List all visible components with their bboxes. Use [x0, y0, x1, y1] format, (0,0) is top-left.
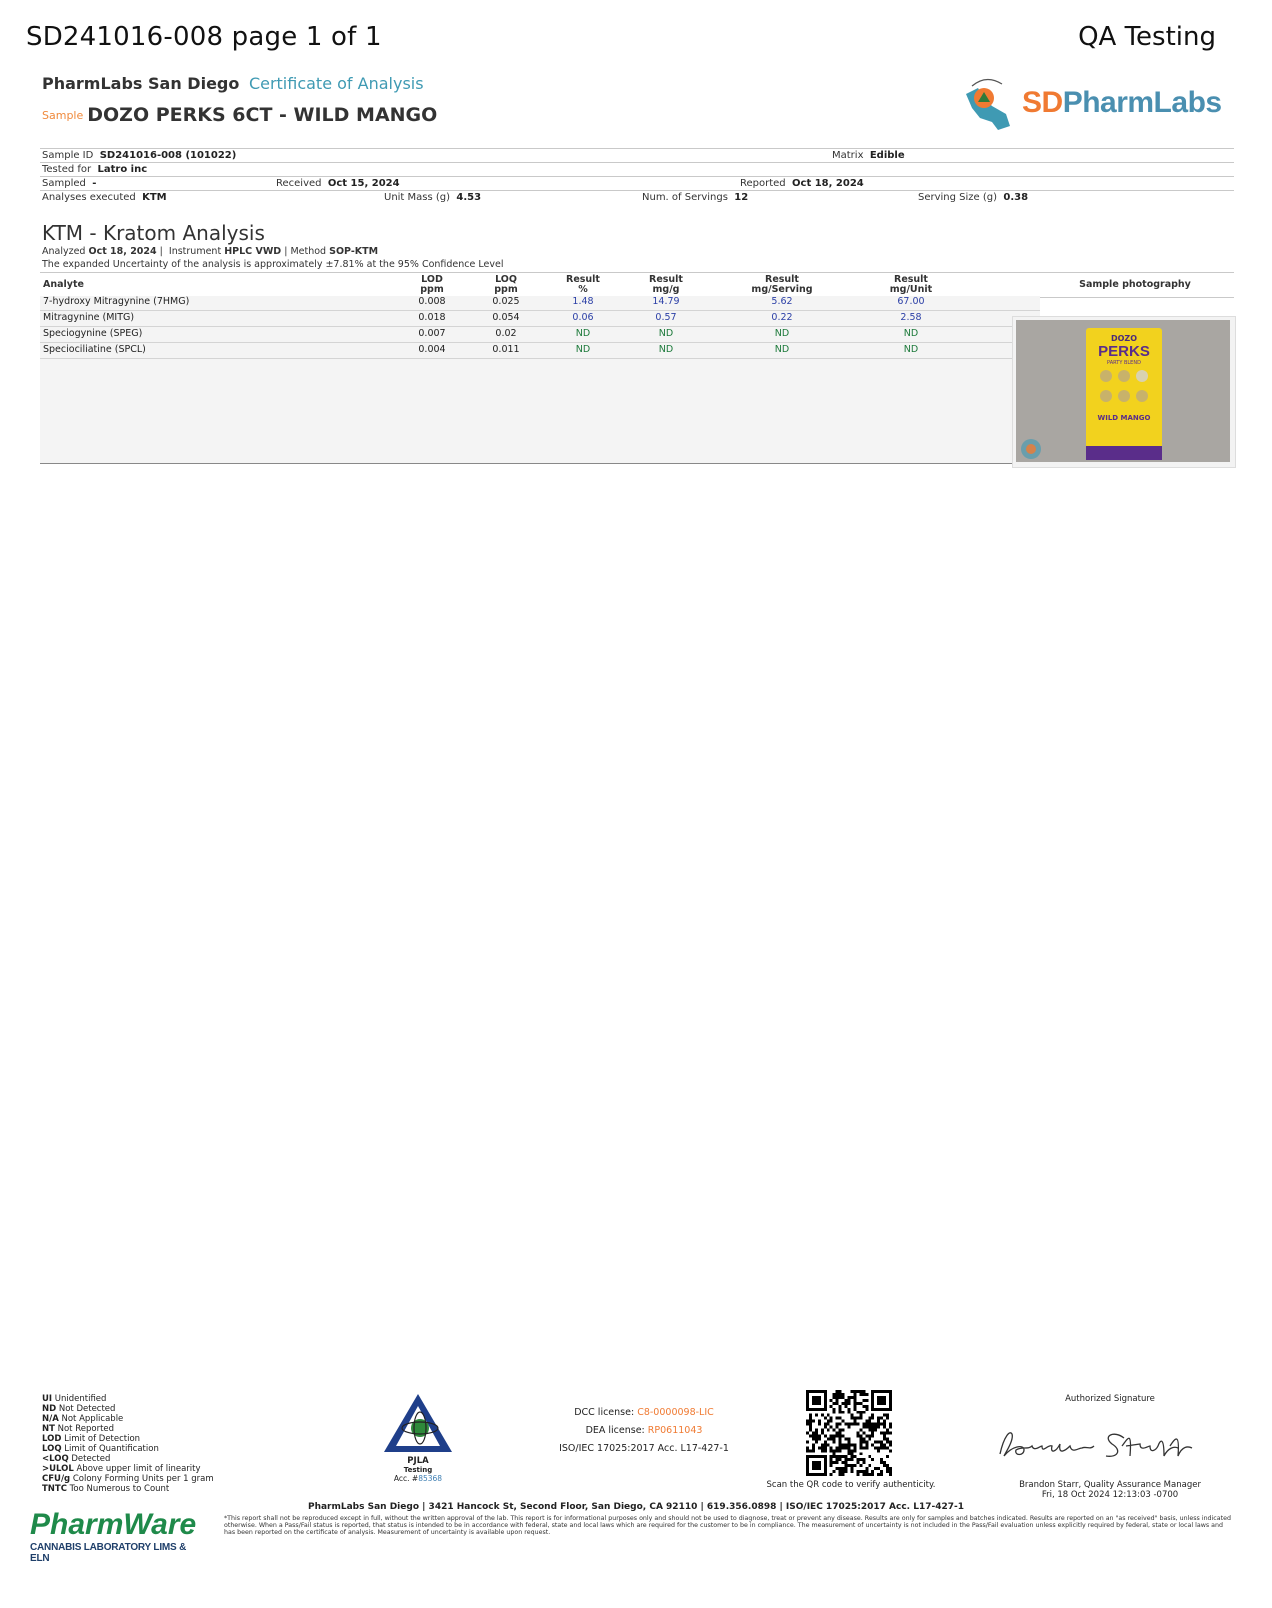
info-row-analyses [40, 190, 1234, 204]
col-result-mgserving: Result mg/Serving [751, 274, 813, 295]
legend-abbr: >ULOL [42, 1464, 74, 1474]
pjla-acc-number: 85368 [418, 1474, 443, 1483]
analyzed-label: Analyzed [42, 246, 86, 257]
matrix-value: Edible [869, 150, 905, 161]
pjla-logo-icon [380, 1392, 456, 1454]
signer-name: Brandon Starr, Quality Assurance Manager [1019, 1480, 1201, 1490]
cell-mgs: ND [774, 344, 790, 355]
signer [1000, 1480, 1220, 1500]
legend-item [42, 1424, 214, 1434]
cell-lod: 0.008 [418, 296, 446, 307]
legend-abbr: LOD [42, 1434, 62, 1444]
licenses [540, 1404, 748, 1458]
legend-abbr: UI [42, 1394, 53, 1404]
sampled-value: - [92, 178, 97, 189]
col-lod: LOD ppm [420, 274, 444, 295]
analyte-name: Mitragynine (MITG) [43, 312, 135, 323]
legend-text: Limit of Quantification [64, 1444, 159, 1454]
legend-item [42, 1464, 214, 1474]
photo-brand: DOZO [1110, 334, 1138, 343]
pjla-acc-label: Acc. # [393, 1474, 419, 1483]
col-result-mgunit: Result mg/Unit [889, 274, 933, 295]
reported-label: Reported [740, 178, 786, 189]
cell-mgs: ND [774, 328, 790, 339]
legend-text: Above upper limit of linearity [76, 1464, 201, 1474]
sample-photo [1016, 320, 1230, 462]
gummies-icon [1086, 366, 1162, 410]
analyzed-value: Oct 18, 2024 [88, 246, 157, 257]
table-row [40, 326, 1040, 343]
report-id-page: SD241016-008 page 1 of 1 [26, 22, 382, 52]
cell-mgg: ND [658, 328, 674, 339]
reported-value: Oct 18, 2024 [792, 178, 864, 189]
legend-item [42, 1454, 214, 1464]
cell-pct: ND [575, 344, 591, 355]
cell-mgg: ND [658, 344, 674, 355]
qr-code-icon[interactable] [806, 1390, 892, 1476]
pjla-accreditation [380, 1392, 456, 1483]
table-row [40, 342, 1040, 359]
analysis-meta: Analyzed Oct 18, 2024 | Instrument HPLC VWD | Method SOP-KTM [42, 246, 379, 257]
cell-lod: 0.018 [418, 312, 446, 323]
legend-abbr: NT [42, 1424, 55, 1434]
legend-text: Limit of Detection [64, 1434, 141, 1444]
sample-id-value: SD241016-008 (101022) [99, 150, 237, 161]
cell-pct: 1.48 [572, 296, 594, 307]
pharmware-wordmark: PharmWare [30, 1508, 197, 1541]
tested-for-value: Latro inc [97, 164, 148, 175]
method-value: SOP-KTM [329, 246, 379, 257]
sampled-label: Sampled [42, 178, 86, 189]
col-loq: LOQ ppm [494, 274, 518, 295]
pjla-sub: Testing [403, 1466, 433, 1474]
logo-wordmark [1022, 86, 1222, 120]
cell-mgg: 0.57 [655, 312, 677, 323]
method-label: Method [290, 246, 327, 257]
legend-text: Detected [71, 1454, 111, 1464]
legend-item [42, 1484, 214, 1494]
dcc-license: C8-0000098-LIC [637, 1407, 714, 1418]
received-label: Received [276, 178, 322, 189]
serving-size-value: 0.38 [1003, 192, 1029, 203]
legend-item [42, 1414, 214, 1424]
cell-lod: 0.004 [418, 344, 446, 355]
photo-flavor: WILD MANGO [1097, 414, 1151, 422]
col-result-pct: Result % [566, 274, 600, 295]
col-analyte: Analyte [43, 279, 84, 290]
col-sample-photography: Sample photography [1079, 279, 1191, 290]
lab-title [42, 74, 424, 93]
cell-loq: 0.025 [492, 296, 520, 307]
cell-pct: ND [575, 328, 591, 339]
unit-mass-label: Unit Mass (g) [384, 192, 451, 203]
lab-name: PharmLabs San Diego [42, 74, 240, 93]
legend-text: Not Applicable [61, 1414, 124, 1424]
qr-caption: Scan the QR code to verify authenticity. [766, 1480, 936, 1490]
qa-testing-label: QA Testing [1078, 22, 1216, 52]
cell-mgu: 2.58 [900, 312, 922, 323]
legend-text: Too Numerous to Count [69, 1484, 170, 1494]
signature-title: Authorized Signature [1065, 1394, 1155, 1404]
cell-pct: 0.06 [572, 312, 594, 323]
logo-sd: SD [1022, 86, 1063, 119]
analyses-label: Analyses executed [42, 192, 136, 203]
uncertainty-note: The expanded Uncertainty of the analysis is approximately ±7.81% at the 95% Confidence Level [42, 259, 504, 270]
cell-loq: 0.02 [495, 328, 517, 339]
legend-text: Not Reported [57, 1424, 115, 1434]
tested-for-label: Tested for [42, 164, 92, 175]
section-title: KTM - Kratom Analysis [42, 221, 265, 245]
pjla-name: PJLA [407, 1456, 429, 1466]
pharmware-logo [30, 1508, 200, 1564]
coa-label: Certificate of Analysis [248, 74, 424, 93]
cell-mgs: 0.22 [771, 312, 793, 323]
analyte-name: 7-hydroxy Mitragynine (7HMG) [43, 296, 190, 307]
lab-address: PharmLabs San Diego | 3421 Hancock St, Second Floor, San Diego, CA 92110 | 619.356.0898 | ISO/IEC 17025:2017 Acc. L17-427-1 [307, 1502, 964, 1512]
sdpharmlabs-logo [958, 76, 1228, 138]
info-row-sample-id [40, 148, 1234, 162]
photo-blend: PARTY BLEND [1107, 360, 1141, 366]
col-result-mgg: Result mg/g [649, 274, 683, 295]
analyses-value: KTM [142, 192, 167, 203]
legend-item [42, 1404, 214, 1414]
cell-mgs: 5.62 [771, 296, 793, 307]
dcc-label: DCC license: [574, 1407, 635, 1418]
analyte-name: Speciogynine (SPEG) [43, 328, 143, 339]
legend-item [42, 1434, 214, 1444]
matrix-label: Matrix [832, 150, 864, 161]
disclaimer: *This report shall not be reproduced except in full, without the written approval of the lab. This report is for informational purposes only and should not be used to diagnose, treat or prevent any disease. Results are only for samples and batches indicated. Results are reported on an "as received" basis, unless indicated otherwise. When a Pass/Fail status is reported, that status is intended to be in accordance with federal, state and local laws which are required for the customer to be in compliance. The measurement of uncertainty is not included in the Pass/Fail evaluation unless explicitly required by federal, state or local laws and has been reported on the certificate of analysis. Measurement of uncertainty is available upon request. [224, 1515, 1231, 1536]
legend-abbr: TNTC [42, 1484, 67, 1494]
legend-item [42, 1444, 214, 1454]
photo-product: PERKS [1098, 343, 1150, 360]
dea-label: DEA license: [585, 1425, 645, 1436]
table-row [40, 310, 1040, 327]
package-band [1086, 446, 1162, 460]
legend-abbr: LOQ [42, 1444, 62, 1454]
sample-label: Sample [42, 109, 84, 122]
sample-name: DOZO PERKS 6CT - WILD MANGO [87, 104, 438, 126]
cell-mgg: 14.79 [652, 296, 680, 307]
table-row [40, 294, 1040, 311]
iso-accreditation: ISO/IEC 17025:2017 Acc. L17-427-1 [559, 1443, 729, 1454]
sample-title [42, 104, 437, 126]
legend-text: Colony Forming Units per 1 gram [72, 1474, 214, 1484]
info-row-tested-for [40, 162, 1234, 176]
watermark-logo-icon [1020, 438, 1042, 460]
legend-abbr: N/A [42, 1414, 59, 1424]
servings-label: Num. of Servings [642, 192, 728, 203]
legend-item [42, 1474, 214, 1484]
instrument-label: Instrument [168, 246, 222, 257]
cell-lod: 0.007 [418, 328, 446, 339]
instrument-value: HPLC VWD [224, 246, 282, 257]
signature-icon [994, 1416, 1224, 1466]
cell-loq: 0.054 [492, 312, 520, 323]
serving-size-label: Serving Size (g) [918, 192, 998, 203]
california-logo-icon [958, 76, 1022, 138]
cell-mgu: 67.00 [897, 296, 925, 307]
product-package [1086, 328, 1162, 460]
signature-date: Fri, 18 Oct 2024 12:13:03 -0700 [1041, 1490, 1179, 1500]
sample-id-label: Sample ID [42, 150, 94, 161]
dea-license: RP0611043 [647, 1425, 703, 1436]
legend-abbr: <LOQ [42, 1454, 69, 1464]
cell-mgu: ND [903, 344, 919, 355]
servings-value: 12 [734, 192, 749, 203]
analyte-name: Speciociliatine (SPCL) [43, 344, 146, 355]
cell-loq: 0.011 [492, 344, 520, 355]
abbreviation-legend [42, 1394, 214, 1494]
logo-pharmlabs: PharmLabs [1062, 86, 1222, 119]
legend-text: Unidentified [54, 1394, 107, 1404]
legend-abbr: CFU/g [42, 1474, 71, 1484]
pharmware-subtitle: CANNABIS LABORATORY LIMS & ELN [30, 1542, 187, 1564]
cell-mgu: ND [903, 328, 919, 339]
legend-item [42, 1394, 214, 1404]
unit-mass-value: 4.53 [456, 192, 482, 203]
legend-text: Not Detected [58, 1404, 116, 1414]
legend-abbr: ND [42, 1404, 57, 1414]
received-value: Oct 15, 2024 [327, 178, 400, 189]
info-row-dates [40, 176, 1234, 190]
